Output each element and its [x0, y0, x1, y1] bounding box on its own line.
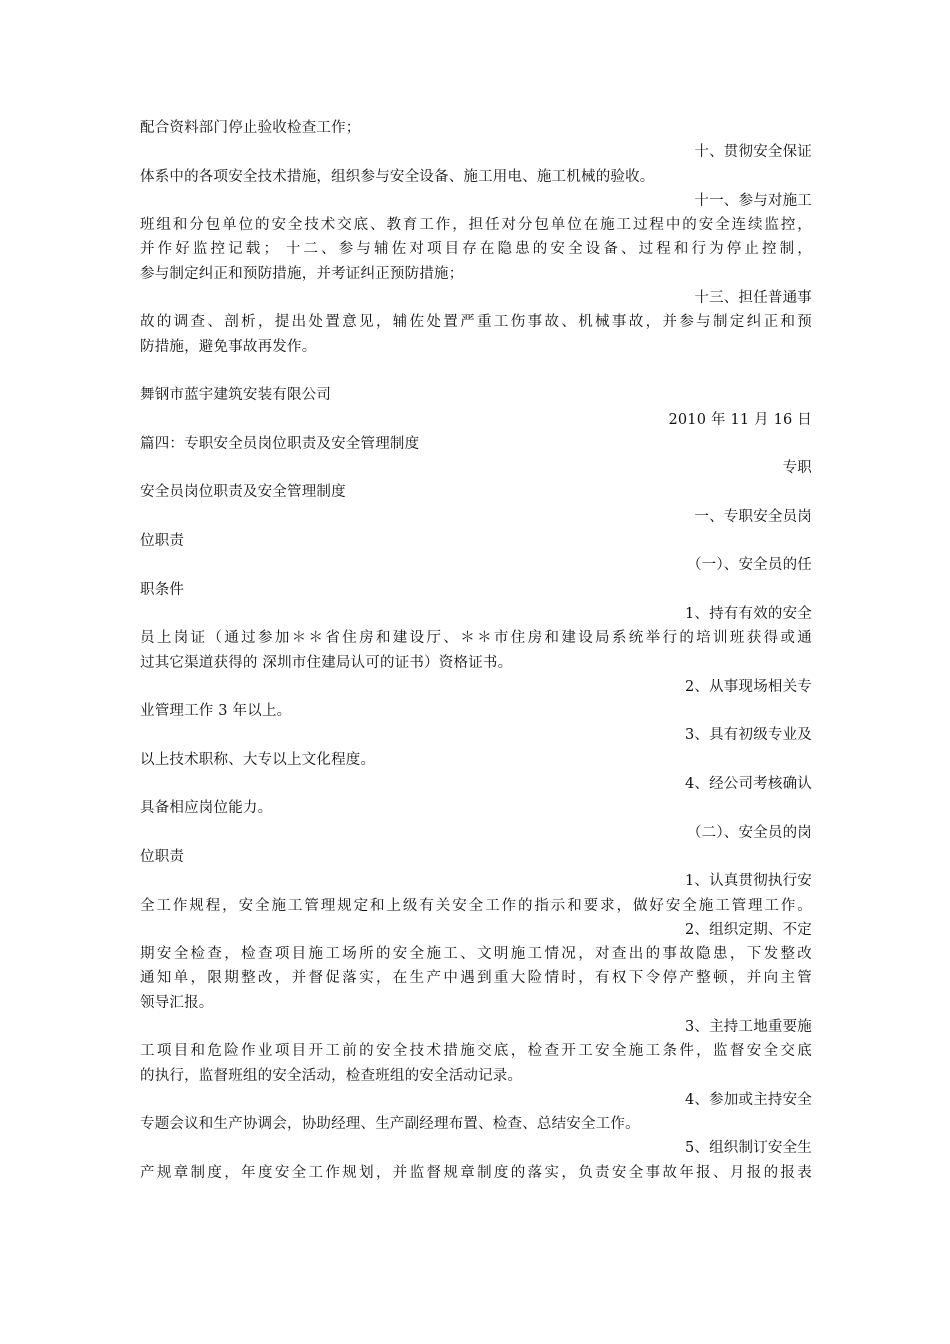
text-line: 位职责	[140, 848, 185, 865]
text-line: 十一、参与对施工	[694, 192, 812, 209]
text-line: 体系中的各项安全技术措施，组织参与安全设备、施工用电、施工机械的验收。	[140, 168, 655, 185]
text-line: 十、贯彻安全保证	[694, 144, 812, 161]
text-line: 业管理工作 3 年以上。	[140, 703, 292, 720]
text-line: 篇四：专职安全员岗位职责及安全管理制度	[140, 435, 420, 452]
text-line: 十三、担任普通事	[694, 290, 812, 307]
text-line: 并作好监控记载； 十二、参与辅佐对项目存在隐患的安全设备、过程和行为停止控制，	[140, 241, 812, 258]
text-line: 的执行，监督班组的安全活动，检查班组的安全活动记录。	[140, 1067, 523, 1084]
text-line: 班组和分包单位的安全技术交底、教育工作，担任对分包单位在施工过程中的安全连续监控，	[140, 217, 812, 234]
text-line: 工项目和危险作业项目开工前的安全技术措施交底，检查开工安全施工条件，监督安全交底	[140, 1043, 812, 1060]
text-line: 专题会议和生产协调会，协助经理、生产副经理布置、检查、总结安全工作。	[140, 1116, 640, 1133]
text-line: 1、认真贯彻执行安	[684, 873, 812, 890]
text-line: 2、从事现场相关专	[684, 678, 812, 695]
text-line: 1、持有有效的安全	[684, 605, 812, 622]
text-line: 领导汇报。	[140, 994, 214, 1011]
text-line: 具备相应岗位能力。	[140, 800, 273, 817]
text-line: 以上技术职称、大专以上文化程度。	[140, 751, 376, 768]
text-line: 3、主持工地重要施	[684, 1018, 812, 1035]
text-line: 参与制定纠正和预防措施，并考证纠正预防措施；	[140, 265, 464, 282]
text-line: 配合资料部门停止验收检查工作；	[140, 120, 361, 136]
text-line: 职条件	[140, 581, 185, 598]
text-line: （一）、安全员的任	[686, 557, 812, 574]
text-line: 通知单，限期整改，并督促落实，在生产中遇到重大险情时，有权下令停产整顿，并向主管	[140, 970, 812, 987]
text-line: 4、经公司考核确认	[684, 776, 812, 793]
text-line: 产规章制度，年度安全工作规划，并监督规章制度的落实，负责安全事故年报、月报的报表	[140, 1164, 812, 1181]
text-line: 2、组织定期、不定	[684, 921, 812, 938]
blank-line	[140, 359, 812, 383]
text-line: 安全员岗位职责及安全管理制度	[140, 484, 346, 501]
document-body	[140, 116, 812, 1185]
text-line: 3、具有初级专业及	[684, 727, 812, 744]
text-line: 过其它渠道获得的 深圳市住建局认可的证书）资格证书。	[140, 654, 513, 671]
text-line: 4、参加或主持安全	[684, 1091, 812, 1108]
text-line: （二）、安全员的岗	[686, 824, 812, 841]
text-line: 舞钢市蓝宇建筑安装有限公司	[140, 387, 332, 404]
text-line: 2010 年 11 月 16 日	[668, 411, 812, 428]
text-line: 期安全检查，检查项目施工场所的安全施工、文明施工情况，对查出的事故隐患，下发整改	[140, 946, 812, 963]
text-line: 全工作规程，安全施工管理规定和上级有关安全工作的指示和要求，做好安全施工管理工作。	[140, 897, 812, 914]
text-line: 故的调查、剖析，提出处置意见，辅佐处置严重工伤事故、机械事故，并参与制定纠正和预	[140, 314, 812, 331]
text-line: 防措施，避免事故再发作。	[140, 338, 317, 355]
text-line: 员上岗证（通过参加＊＊省住房和建设厅、＊＊市住房和建设局系统举行的培训班获得或通	[140, 630, 812, 647]
text-line: 5、组织制订安全生	[684, 1140, 812, 1157]
text-line: 专职	[782, 460, 812, 477]
text-line: 一、专职安全员岗	[694, 508, 812, 525]
text-line: 位职责	[140, 533, 185, 550]
